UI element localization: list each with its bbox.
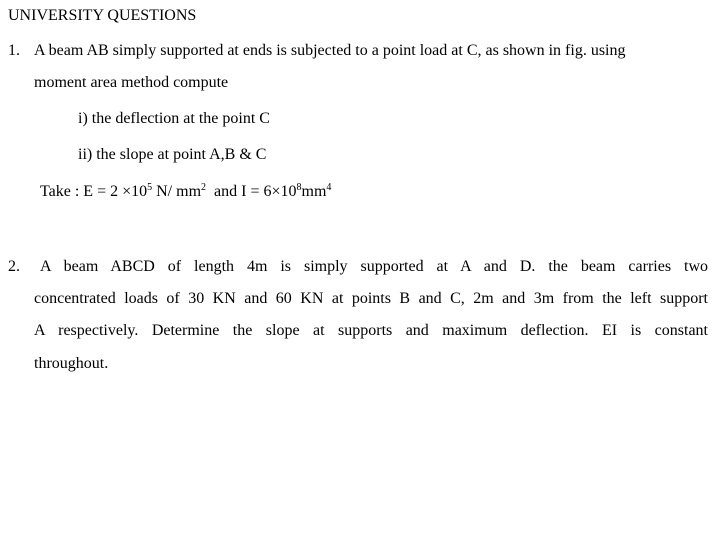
- i-exponent: 8: [296, 182, 302, 193]
- take-i-unit: mm: [301, 183, 327, 200]
- question-1-line-2: moment area method compute: [34, 74, 229, 91]
- mm-exponent: 2: [201, 182, 207, 193]
- question-1-line-1: A beam AB simply supported at ends is subjected to a point load at C, as shown in fig. using: [34, 42, 626, 59]
- question-2-line-1: A beam ABCD of length 4m is simply supported at A and D. the beam carries two: [40, 258, 708, 275]
- question-2-number: 2.: [8, 258, 20, 275]
- i-unit-exponent: 4: [326, 182, 332, 193]
- question-2-line-3: A respectively. Determine the slope at supports and maximum deflection. EI is constant: [34, 322, 708, 339]
- take-prefix: Take : E = 2 ×10: [40, 183, 148, 200]
- question-1-part-i: i) the deflection at the point C: [78, 110, 270, 127]
- question-1-number: 1.: [8, 42, 20, 59]
- question-1-take-values: [40, 182, 331, 202]
- question-1-part-ii: ii) the slope at point A,B & C: [78, 146, 267, 163]
- e-exponent: 5: [147, 182, 153, 193]
- take-i-part: and I = 6×10: [206, 183, 297, 200]
- question-2-line-2: concentrated loads of 30 KN and 60 KN at points B and C, 2m and 3m from the left support: [34, 290, 708, 307]
- page-heading: UNIVERSITY QUESTIONS: [8, 7, 197, 24]
- take-middle: N/ mm: [152, 183, 202, 200]
- question-2-line-4: throughout.: [34, 355, 109, 372]
